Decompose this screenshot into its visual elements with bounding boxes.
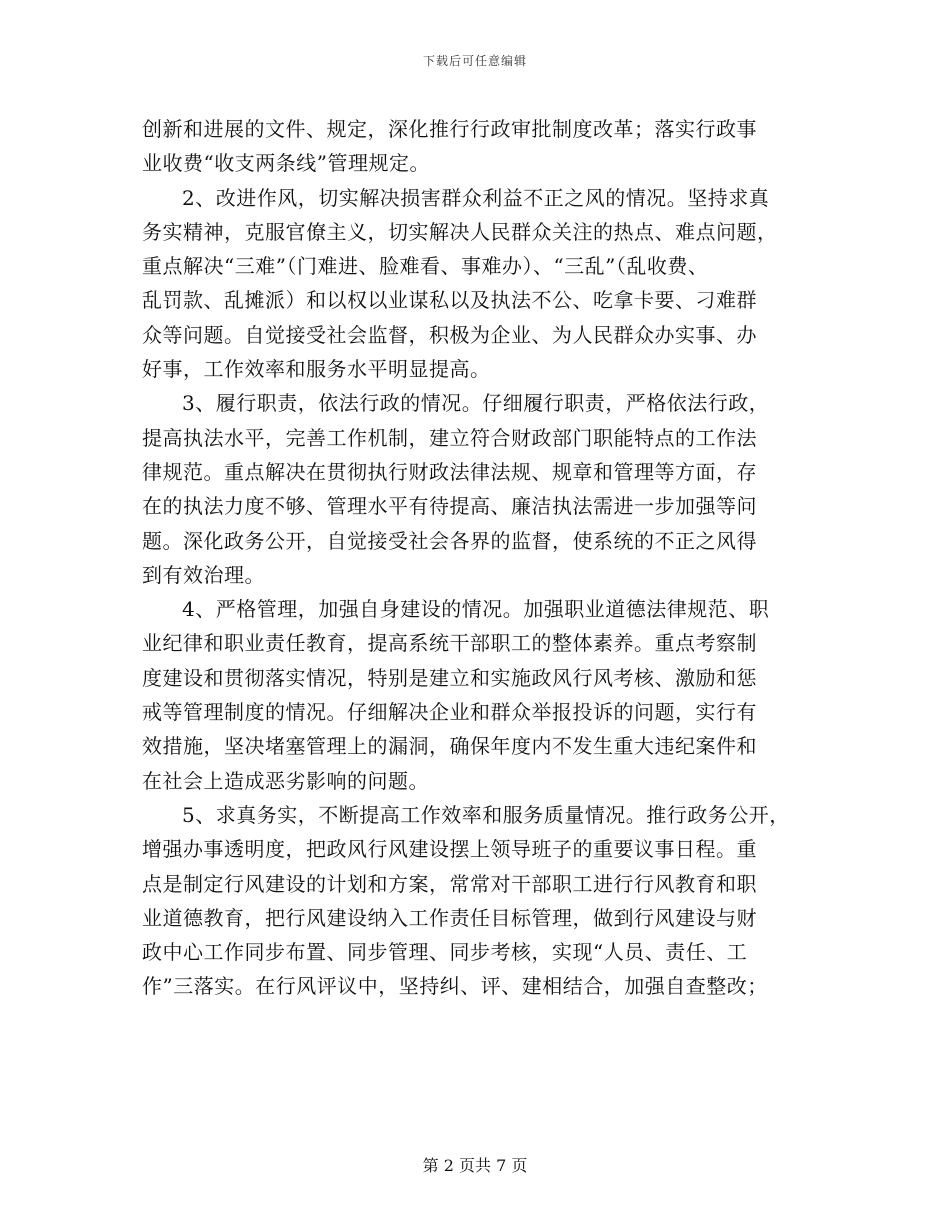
text-line: 题。深化政务公开，自觉接受社会各界的监督，使系统的不正之风得 xyxy=(142,528,757,553)
paragraph-start-line: 2、改进作风，切实解决损害群众利益不正之风的情况。坚持求真 xyxy=(182,185,770,210)
text-line: 效措施，坚决堵塞管理上的漏洞，确保年度内不发生重大违纪案件和 xyxy=(142,734,757,759)
text-line: 重点解决“三难”（门难进、脸难看、事难办）、“三乱”（乱收费、 xyxy=(142,254,709,279)
text-line: 乱罚款、乱摊派）和以权以业谋私以及执法不公、吃拿卡要、刁难群 xyxy=(142,288,757,313)
document-body xyxy=(142,112,832,1004)
paragraph-start-line: 3、履行职责，依法行政的情况。仔细履行职责，严格依法行政， xyxy=(182,391,770,416)
text-line: 戒等管理制度的情况。仔细解决企业和群众举报投诉的问题，实行有 xyxy=(142,700,757,725)
text-line: 到有效治理。 xyxy=(142,562,265,587)
page-header-note: 下载后可任意编辑 xyxy=(422,54,527,68)
text-line: 众等问题。自觉接受社会监督，积极为企业、为人民群众办实事、办 xyxy=(142,322,757,347)
text-line: 业纪律和职业责任教育，提高系统干部职工的整体素养。重点考察制 xyxy=(142,631,757,656)
text-line: 政中心工作同步布置、同步管理、同步考核，实现“人员、责任、工 xyxy=(142,940,748,965)
page-number-footer: 第 2 页共 7 页 xyxy=(422,1156,528,1175)
text-line: 点是制定行风建设的计划和方案，常常对干部职工进行行风教育和职 xyxy=(142,871,757,896)
text-line: 律规范。重点解决在贯彻执行财政法律法规、规章和管理等方面，存 xyxy=(142,459,757,484)
text-line: 在社会上造成恶劣影响的问题。 xyxy=(142,768,429,793)
text-line: 务实精神，克服官僚主义，切实解决人民群众关注的热点、难点问题， xyxy=(142,219,778,244)
text-line: 好事，工作效率和服务水平明显提高。 xyxy=(142,357,491,382)
text-line: 增强办事透明度，把政风行风建设摆上领导班子的重要议事日程。重 xyxy=(142,837,757,862)
paragraph-start-line: 4、严格管理，加强自身建设的情况。加强职业道德法律规范、职 xyxy=(182,597,770,622)
text-line: 作”三落实。在行风评议中，坚持纠、评、建相结合，加强自查整改； xyxy=(142,974,768,999)
text-line: 业道德教育，把行风建设纳入工作责任目标管理，做到行风建设与财 xyxy=(142,905,757,930)
text-line: 业收费“收支两条线”管理规定。 xyxy=(142,151,430,176)
text-line: 提高执法水平，完善工作机制，建立符合财政部门职能特点的工作法 xyxy=(142,425,757,450)
text-line: 度建设和贯彻落实情况，特别是建立和实施政风行风考核、激励和惩 xyxy=(142,665,757,690)
paragraph-start-line: 5、求真务实，不断提高工作效率和服务质量情况。推行政务公开， xyxy=(182,802,790,827)
text-line: 创新和进展的文件、规定，深化推行行政审批制度改革；落实行政事 xyxy=(142,117,757,141)
text-line: 在的执法力度不够、管理水平有待提高、廉洁执法需进一步加强等问 xyxy=(142,494,757,519)
